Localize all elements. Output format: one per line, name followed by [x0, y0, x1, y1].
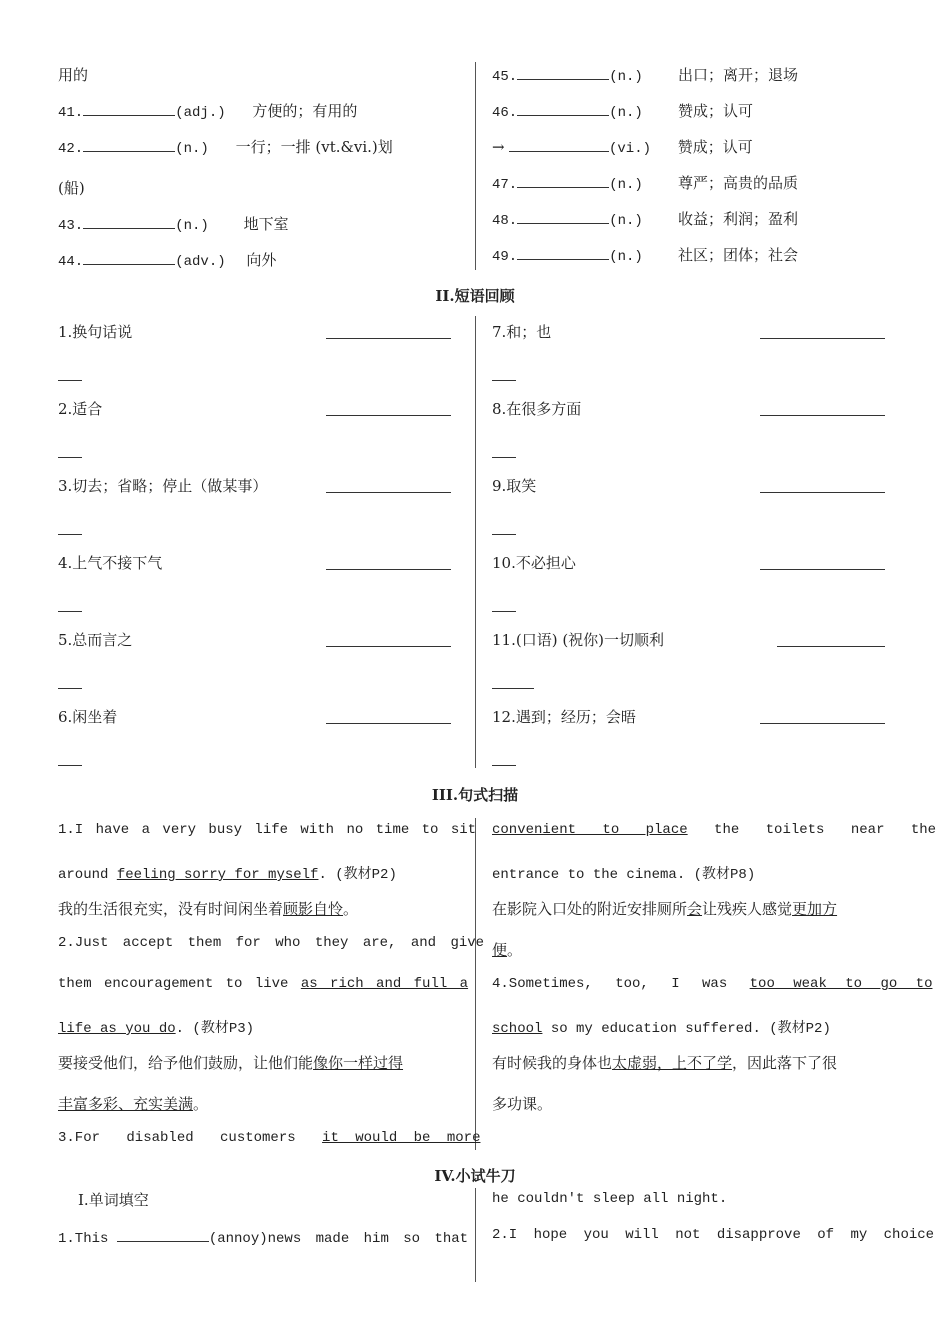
vocab-item-48 [492, 208, 798, 229]
phrase-12-blank-cont[interactable] [492, 765, 516, 766]
source: . (教材P2) [318, 867, 397, 883]
text: 2.Just accept them for who they are, and give [58, 935, 485, 951]
phrase-7-blank[interactable] [760, 338, 885, 339]
phrase-9: 9.取笑 [492, 477, 537, 495]
item-number: 47. [492, 177, 518, 193]
column-divider-practice [475, 1188, 476, 1282]
phrase-12: 12.遇到；经历；会晤 [492, 708, 636, 726]
key-phrase: 便 [492, 941, 508, 959]
sentence-2-line-1 [58, 935, 485, 951]
phrase-2-blank[interactable] [326, 415, 451, 416]
phrase-2: 2.适合 [58, 400, 103, 418]
sentence-3-line-3 [492, 863, 755, 883]
phrase-5-blank[interactable] [326, 646, 451, 647]
key-phrase: 会 [687, 900, 703, 918]
key-phrase: 丰富多彩、充实美满 [58, 1095, 194, 1113]
sentence-3-translation-1 [492, 898, 837, 919]
phrase-5: 5.总而言之 [58, 631, 133, 649]
section-title-practice: IV.小试牛刀 [434, 1167, 516, 1185]
phrase-12-blank[interactable] [760, 723, 885, 724]
phrase-3-blank-cont[interactable] [58, 534, 82, 535]
item-number: 41. [58, 105, 84, 121]
item-number: 48. [492, 213, 518, 229]
phrase-10-blank[interactable] [760, 569, 885, 570]
part-of-speech: (n.) [609, 105, 643, 121]
key-phrase: life as you do [58, 1021, 176, 1037]
phrase-8-blank[interactable] [760, 415, 885, 416]
section-title-phrases: II.短语回顾 [435, 287, 515, 305]
key-phrase: school [492, 1021, 543, 1037]
item-number: 44. [58, 254, 84, 270]
phrase-9-blank-cont[interactable] [492, 534, 516, 535]
meaning: 收益；利润；盈利 [678, 210, 799, 228]
phrase-1: 1.换句话说 [58, 323, 133, 341]
text: the toilets near the [687, 822, 937, 838]
arrow-icon: → [492, 138, 505, 156]
subsection-word-fill: Ⅰ.单词填空 [78, 1191, 149, 1209]
sentence-2-line-3 [58, 1017, 254, 1037]
phrase-11: 11.(口语) (祝你)一切顺利 [492, 631, 665, 649]
text: ，因此落下了很 [732, 1054, 838, 1072]
phrase-6: 6.闲坐着 [58, 708, 118, 726]
vocab-item-49 [492, 244, 798, 265]
phrase-1-blank-cont[interactable] [58, 380, 82, 381]
answer-blank[interactable] [117, 1227, 209, 1242]
part-of-speech: (n.) [609, 177, 643, 193]
key-phrase: as rich and full a [300, 976, 469, 992]
key-phrase: feeling sorry for myself [116, 867, 319, 883]
vocab-item-41 [58, 100, 357, 121]
text: (annoy)news made him so that [208, 1231, 469, 1247]
sentence-2-translation-2 [58, 1093, 208, 1114]
vocab-item-46 [492, 100, 753, 121]
part-of-speech: (adj.) [175, 105, 226, 121]
text: 。 [193, 1095, 209, 1113]
question-1 [58, 1227, 468, 1247]
question-2: 2.I hope you will not disapprove of my choice [492, 1227, 935, 1243]
item-number: 46. [492, 105, 518, 121]
phrase-5-blank-cont[interactable] [58, 688, 82, 689]
meaning: 赞成；认可 [677, 138, 753, 156]
text: 。 [343, 900, 359, 918]
answer-blank[interactable] [517, 101, 609, 116]
part-of-speech: (n.) [609, 69, 643, 85]
item-number: 49. [492, 249, 518, 265]
item-number: 43. [58, 218, 84, 234]
text: 在影院入口处的附近安排厕所 [492, 900, 688, 918]
answer-blank[interactable] [509, 137, 609, 152]
item-number: 42. [58, 141, 84, 157]
meaning: 地下室 [243, 215, 289, 233]
sentence-4-line-1 [492, 976, 932, 992]
answer-blank[interactable] [83, 214, 175, 229]
key-phrase: it would be more [322, 1130, 481, 1146]
phrase-6-blank[interactable] [326, 723, 451, 724]
sentence-1-line-2 [58, 863, 397, 883]
phrase-4-blank[interactable] [326, 569, 451, 570]
phrase-2-blank-cont[interactable] [58, 457, 82, 458]
sentence-1-text: 1.I have a very busy life with no time to sit [58, 822, 477, 838]
vocab-item-43 [58, 213, 289, 234]
sentence-1-line-1 [58, 822, 477, 838]
phrase-9-blank[interactable] [760, 492, 885, 493]
sentence-2-line-2 [58, 976, 468, 992]
phrase-4-blank-cont[interactable] [58, 611, 82, 612]
vocab-item-44 [58, 249, 276, 270]
text: so my education suffered. (教材P2) [542, 1021, 831, 1037]
sentence-2-translation-1 [58, 1052, 403, 1073]
vocab-continuation: 用的 [58, 66, 89, 84]
key-phrase: 更加方 [792, 900, 838, 918]
text: around [58, 867, 117, 883]
phrase-8-blank-cont[interactable] [492, 457, 516, 458]
vocab-continuation-2: (船) [58, 179, 85, 197]
text: 3.For disabled customers [58, 1130, 323, 1146]
item-number: 45. [492, 69, 518, 85]
phrase-3-blank[interactable] [326, 492, 451, 493]
sentence-3-line-1 [58, 1130, 480, 1146]
text: 要接受他们，给予他们鼓励，让他们能 [58, 1054, 314, 1072]
meaning: 赞成；认可 [678, 102, 754, 120]
part-of-speech: (n.) [609, 213, 643, 229]
phrase-8: 8.在很多方面 [492, 400, 582, 418]
part-of-speech: (adv.) [175, 254, 226, 270]
vocab-item-46-verb [492, 136, 753, 157]
vocab-item-45 [492, 64, 798, 85]
answer-blank[interactable] [83, 101, 175, 116]
part-of-speech: (n.) [609, 249, 643, 265]
meaning: 一行；一排 (vt.&vi.)划 [235, 138, 393, 156]
sentence-4-translation-2: 多功课。 [492, 1095, 553, 1113]
phrase-11-blank-cont[interactable] [492, 688, 534, 689]
sentence-1-translation [58, 898, 358, 919]
phrase-3: 3.切去；省略；停止（做某事） [58, 477, 268, 495]
key-phrase: too weak to go to [749, 976, 933, 992]
phrase-10: 10.不必担心 [492, 554, 576, 572]
section-title-sentences: III.句式扫描 [431, 786, 519, 804]
meaning: 向外 [246, 251, 277, 269]
phrase-11-blank[interactable] [777, 646, 885, 647]
vocab-item-47 [492, 172, 798, 193]
sentence-3-line-2 [492, 822, 936, 838]
answer-blank[interactable] [83, 137, 175, 152]
meaning: 社区；团体；社会 [678, 246, 799, 264]
text: 让残疾人感觉 [702, 900, 793, 918]
phrase-7: 7.和；也 [492, 323, 552, 341]
phrase-10-blank-cont[interactable] [492, 611, 516, 612]
key-phrase: 像你一样过得 [313, 1054, 404, 1072]
sentence-3-translation-2 [492, 939, 522, 960]
meaning: 出口；离开；退场 [678, 66, 799, 84]
answer-blank[interactable] [517, 173, 609, 188]
part-of-speech: (n.) [175, 141, 209, 157]
key-phrase: convenient to place [492, 822, 688, 838]
sentence-4-line-2 [492, 1017, 831, 1037]
column-divider-phrases [475, 316, 476, 768]
answer-blank[interactable] [517, 65, 609, 80]
text: entrance to the cinema. (教材P8) [492, 867, 756, 883]
vocab-item-42 [58, 136, 393, 157]
column-divider-top [475, 62, 476, 270]
key-phrase: 太虚弱，上不了学 [612, 1054, 733, 1072]
text: 4.Sometimes, too, I was [492, 976, 750, 992]
text: 1.This [58, 1231, 117, 1247]
question-1-cont: he couldn't sleep all night. [492, 1191, 728, 1207]
answer-blank[interactable] [517, 209, 609, 224]
meaning: 方便的；有用的 [252, 102, 358, 120]
part-of-speech: (vi.) [609, 141, 652, 157]
phrase-1-blank[interactable] [326, 338, 451, 339]
key-phrase: 顾影自怜 [283, 900, 344, 918]
text: them encouragement to live [58, 976, 301, 992]
part-of-speech: (n.) [175, 218, 209, 234]
answer-blank[interactable] [83, 250, 175, 265]
text: 我的生活很充实，没有时间闲坐着 [58, 900, 284, 918]
column-divider-sentences [475, 818, 476, 1150]
phrase-4: 4.上气不接下气 [58, 554, 163, 572]
sentence-4-translation-1 [492, 1052, 837, 1073]
phrase-6-blank-cont[interactable] [58, 765, 82, 766]
text: 有时候我的身体也 [492, 1054, 613, 1072]
source: . (教材P3) [175, 1021, 255, 1037]
text: 。 [507, 941, 523, 959]
phrase-7-blank-cont[interactable] [492, 380, 516, 381]
meaning: 尊严；高贵的品质 [678, 174, 799, 192]
answer-blank[interactable] [517, 245, 609, 260]
